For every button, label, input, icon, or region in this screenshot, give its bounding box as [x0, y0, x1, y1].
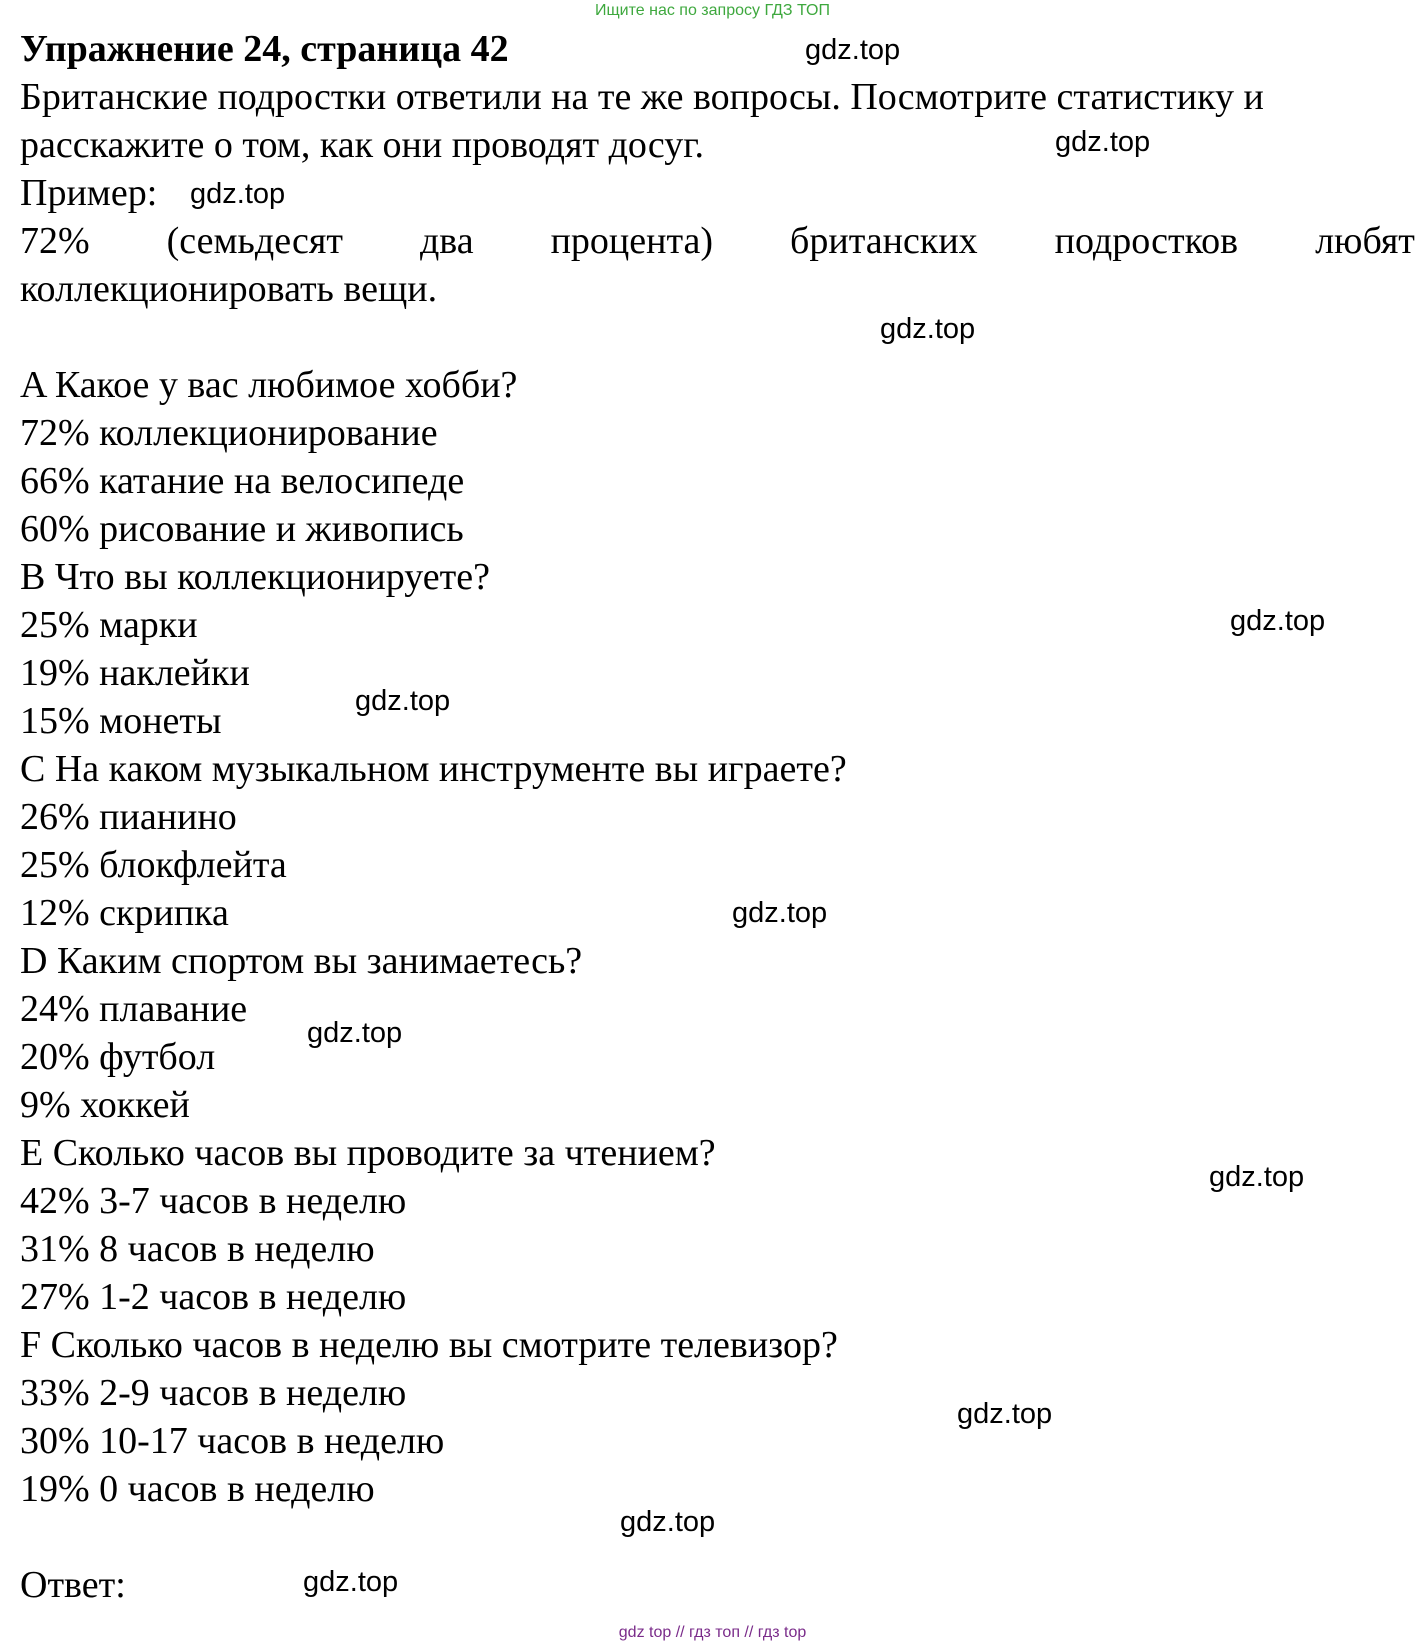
answer-item: 20% футбол	[20, 1036, 216, 1078]
watermark: gdz.top	[303, 1566, 399, 1598]
answer-item: 31% 8 часов в неделю	[20, 1228, 375, 1270]
example-word: британских	[790, 220, 978, 262]
answer-item: 9% хоккей	[20, 1084, 190, 1126]
search-banner[interactable]: Ищите нас по запросу ГДЗ ТОП	[595, 2, 830, 19]
answer-item: 25% марки	[20, 604, 198, 646]
watermark: gdz.top	[805, 34, 901, 66]
question-a: A Какое у вас любимое хобби?	[20, 364, 518, 406]
watermark: gdz.top	[732, 897, 828, 929]
answer-item: 60% рисование и живопись	[20, 508, 464, 550]
answer-item: 33% 2-9 часов в неделю	[20, 1372, 407, 1414]
answer-item: 24% плавание	[20, 988, 248, 1030]
instruction-line: расскажите о том, как они проводят досуг.	[20, 124, 705, 166]
example-word: два	[419, 220, 474, 262]
page-title: Упражнение 24, страница 42	[20, 28, 509, 70]
example-line: коллекционировать вещи.	[20, 268, 438, 310]
question-b: B Что вы коллекционируете?	[20, 556, 490, 598]
footer-banner[interactable]: gdz top // гдз топ // гдз top	[618, 1624, 807, 1641]
answer-item: 15% монеты	[20, 700, 222, 742]
question-f: F Сколько часов в неделю вы смотрите телевизор?	[20, 1324, 838, 1366]
answer-item: 26% пианино	[20, 796, 237, 838]
watermark: gdz.top	[307, 1017, 403, 1049]
watermark: gdz.top	[1230, 605, 1326, 637]
watermark: gdz.top	[1055, 126, 1151, 158]
example-word: процента)	[550, 220, 714, 262]
example-word: 72%	[20, 220, 90, 262]
example-word: подростков	[1054, 220, 1239, 262]
answer-label: Ответ:	[20, 1564, 126, 1606]
example-label: Пример:	[20, 172, 158, 214]
answer-item: 72% коллекционирование	[20, 412, 438, 454]
answer-item: 42% 3-7 часов в неделю	[20, 1180, 407, 1222]
answer-item: 19% наклейки	[20, 652, 250, 694]
example-word: любят	[1315, 220, 1415, 262]
question-d: D Каким спортом вы занимаетесь?	[20, 940, 583, 982]
answer-item: 12% скрипка	[20, 892, 229, 934]
watermark: gdz.top	[1209, 1161, 1305, 1193]
instruction-text: Британские подростки ответили на те же вопросы. Посмотрите статистику и	[20, 76, 1264, 118]
answer-item: 30% 10-17 часов в неделю	[20, 1420, 445, 1462]
answer-item: 19% 0 часов в неделю	[20, 1468, 375, 1510]
answer-item: 25% блокфлейта	[20, 844, 287, 886]
example-word: (семьдесят	[166, 220, 343, 262]
watermark: gdz.top	[190, 178, 286, 210]
answer-item: 27% 1-2 часов в неделю	[20, 1276, 407, 1318]
watermark: gdz.top	[957, 1398, 1053, 1430]
watermark: gdz.top	[355, 685, 451, 717]
example-line	[20, 217, 1415, 265]
question-c: C На каком музыкальном инструменте вы играете?	[20, 748, 847, 790]
question-e: E Сколько часов вы проводите за чтением?	[20, 1132, 716, 1174]
exercise-content	[20, 25, 1415, 1609]
spacer	[20, 1513, 1415, 1561]
watermark: gdz.top	[620, 1506, 716, 1538]
answer-item: 66% катание на велосипеде	[20, 460, 465, 502]
instruction-line	[20, 73, 1415, 121]
watermark: gdz.top	[880, 313, 976, 345]
spacer	[20, 313, 1415, 361]
